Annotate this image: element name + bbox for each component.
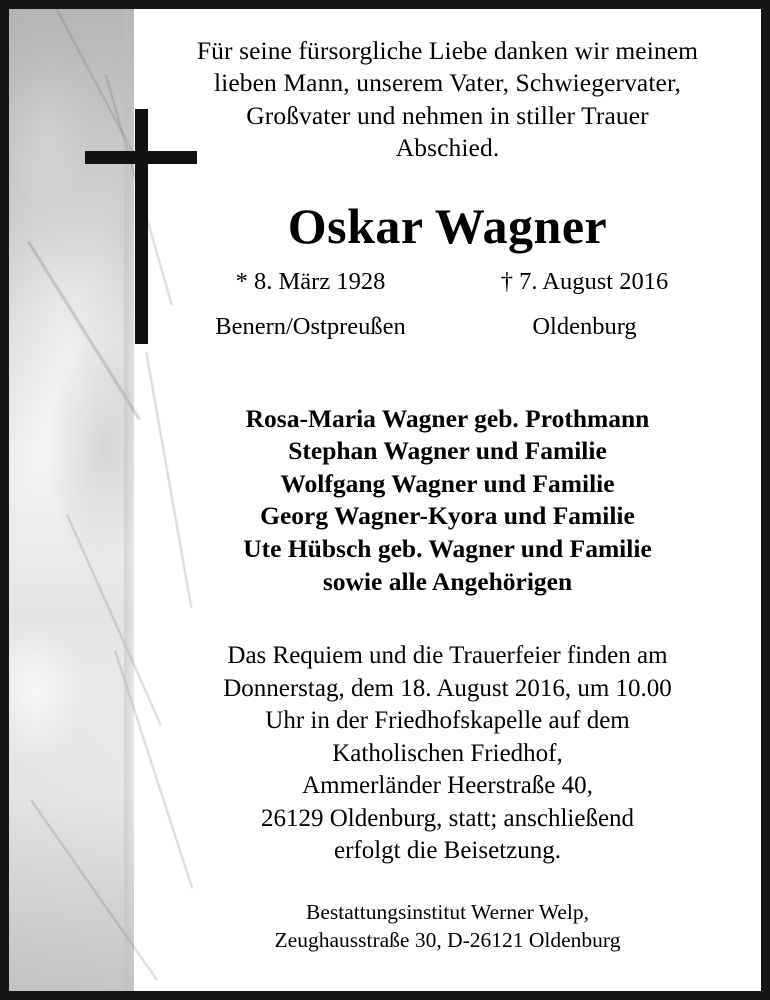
- birth-symbol: *: [235, 267, 248, 295]
- undertaker-line: Zeughausstraße 30, D-26121 Oldenburg: [274, 928, 621, 953]
- ceremony-line: Ammerländer Heerstraße 40,: [302, 772, 593, 800]
- obituary-inner: [9, 9, 761, 991]
- surviving-family-list: [156, 403, 739, 599]
- death-place: Oldenburg: [532, 312, 637, 340]
- family-line: Wolfgang Wagner und Familie: [280, 468, 615, 498]
- undertaker-line: Bestattungsinstitut Werner Welp,: [306, 899, 589, 924]
- family-line: Georg Wagner-Kyora und Familie: [260, 501, 635, 531]
- obituary-content: [134, 9, 761, 991]
- intro-text: [166, 35, 729, 165]
- intro-line: Großvater und nehmen in stiller Trauer: [246, 100, 649, 130]
- undertaker-info: [156, 898, 739, 955]
- ceremony-line: erfolgt die Beisetzung.: [333, 837, 561, 865]
- family-line: Rosa-Maria Wagner geb. Prothmann: [245, 403, 650, 433]
- birth-place: Benern/Ostpreußen: [215, 312, 406, 340]
- death-date: [448, 268, 722, 296]
- death-symbol: †: [500, 267, 514, 295]
- ceremony-line: Das Requiem und die Trauerfeier finden am: [227, 642, 668, 670]
- family-line: Ute Hübsch geb. Wagner und Familie: [243, 534, 652, 563]
- intro-line: lieben Mann, unserem Vater, Schwiegervater,: [214, 68, 681, 98]
- life-dates: [156, 268, 739, 296]
- ceremony-line: Katholischen Friedhof,: [332, 739, 563, 767]
- ceremony-line: Uhr in der Friedhofskapelle auf dem: [265, 707, 630, 735]
- ceremony-line: 26129 Oldenburg, statt; anschließend: [260, 804, 635, 832]
- ceremony-line: Donnerstag, dem 18. August 2016, um 10.00: [223, 674, 672, 702]
- birth-date-value: 8. März 1928: [254, 267, 386, 295]
- intro-line: Abschied.: [395, 133, 500, 163]
- ceremony-details: [164, 640, 731, 868]
- family-line: Stephan Wagner und Familie: [288, 436, 607, 466]
- family-line: sowie alle Angehörigen: [322, 566, 573, 596]
- intro-line: Für seine fürsorgliche Liebe danken wir meinem: [196, 36, 699, 65]
- deceased-name: Oskar Wagner: [287, 197, 608, 254]
- birth-date: [174, 268, 448, 296]
- life-places: [156, 313, 739, 341]
- death-date-value: 7. August 2016: [519, 267, 669, 295]
